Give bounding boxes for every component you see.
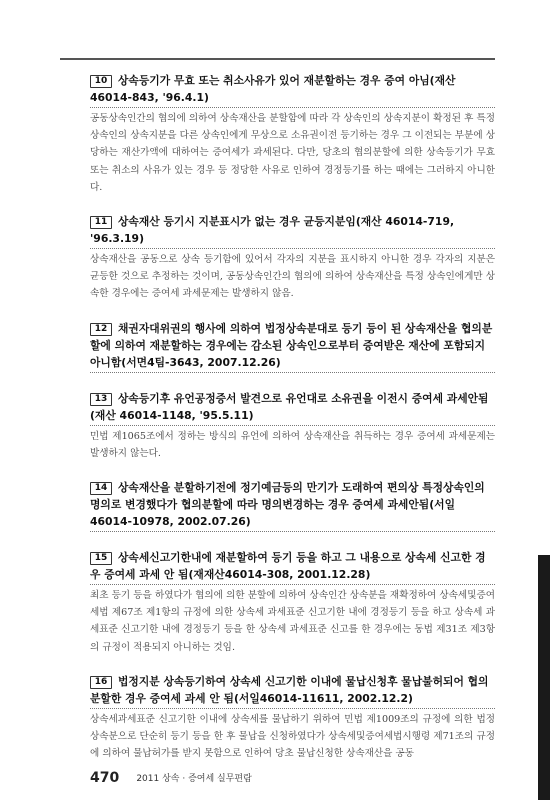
ruling-section [90, 673, 495, 763]
ruling-title: 상속등기후 유언공정증서 발견으로 유언대로 소유권을 이전시 증여세 과세안됨(재산 46014-1148, '95.5.11) [90, 391, 489, 422]
ruling-body: 최초 등기 등을 하였다가 협의에 의한 분할에 의하여 상속인간 상속분을 재확정하여 상속세및증여세법 제67조 제1항의 규정에 의한 상속세 과세표준 신고기한 내에 경정등기 등을 하고 상속세 과세표준 신고기한 내에 경정등기 등을 한 상속세 과세표준 신고를 한 경우에는 동법 제31조 제3항의 규정이 적용되지 아니하는 것임. [90, 590, 495, 653]
ruling-section [90, 390, 495, 462]
ruling-title: 상속등기가 무효 또는 취소사유가 있어 재분할하는 경우 증여 아님(재산46014-843, '96.4.1) [90, 74, 456, 104]
ruling-heading [90, 72, 495, 108]
ruling-number-badge: 12 [90, 323, 112, 336]
ruling-heading [90, 673, 495, 709]
ruling-section [90, 320, 495, 373]
ruling-title: 상속재산을 분할하기전에 정기예금등의 만기가 도래하여 편의상 특정상속인의 명의로 변경했다가 협의분할에 따라 명의변경하는 경우 증여세 과세안됨(서일46014-10978, 2002.07.26) [90, 481, 485, 529]
ruling-number-badge: 14 [90, 482, 112, 495]
ruling-body: 공동상속인간의 협의에 의하여 상속재산을 분할함에 따라 각 상속인의 상속지분이 확정된 후 특정상속인의 상속지분을 다른 상속인에게 무상으로 소유권이전 등기하는 경우 그 이전되는 부분에 상당하는 재산가액에 대하여는 증여세가 과세된다. 다만, 당초의 협의분할에 의한 상속등기가 무효 또는 취소의 사유가 있는 경우 등 정당한 사유로 인하여 경정등기를 하는 때에는 그러하지 아니한다. [90, 113, 495, 193]
ruling-body: 민법 제1065조에서 정하는 방식의 유언에 의하여 상속재산을 취득하는 경우 증여세 과세문제는 발생하지 않는다. [90, 430, 495, 459]
page-footer [90, 766, 252, 786]
ruling-number-badge: 11 [90, 216, 112, 229]
ruling-heading [90, 320, 495, 373]
ruling-heading [90, 549, 495, 585]
page-number: 470 [90, 770, 120, 786]
ruling-title: 법정지분 상속등기하여 상속세 신고기한 이내에 물납신청후 물납불허되어 협의분할한 경우 증여세 과세 안 됨(서일46014-11611, 2002.12.2) [90, 674, 489, 705]
ruling-heading [90, 479, 495, 532]
ruling-section [90, 213, 495, 303]
ruling-heading [90, 390, 495, 426]
ruling-section [90, 479, 495, 532]
ruling-body: 상속세과세표준 신고기한 이내에 상속세를 물납하기 위하여 민법 제1009조의 규정에 의한 법정상속분으로 단순히 등기 등을 한 후 물납을 신청하였다가 상속세및증여세법시행령 제71조의 규정에 의하여 물납허가를 받지 못함으로 인하여 당초 물납신청한 상속재산을 공동 [90, 713, 495, 760]
ruling-number-badge: 16 [90, 676, 112, 689]
ruling-section [90, 549, 495, 656]
ruling-title: 상속재산 등기시 지분표시가 없는 경우 균등지분임(재산 46014-719, '96.3.19) [90, 215, 455, 246]
ruling-title: 채권자대위권의 행사에 의하여 법정상속분대로 등기 등이 된 상속재산을 협의분할에 의하여 재분할하는 경우에는 감소된 상속인으로부터 증여받은 재산에 포함되지 아니함(서면4팀-3643, 2007.12.26) [90, 321, 493, 369]
book-title: 2011 상속 · 증여세 실무편람 [136, 774, 252, 784]
page-content [90, 72, 495, 779]
top-rule [60, 58, 495, 60]
ruling-number-badge: 13 [90, 393, 112, 406]
ruling-number-badge: 15 [90, 552, 112, 565]
ruling-number-badge: 10 [90, 75, 112, 88]
chapter-side-tab [538, 555, 550, 800]
ruling-body: 상속재산을 공동으로 상속 등기함에 있어서 각자의 지분을 표시하지 아니한 경우 각자의 지분은 균등한 것으로 추정하는 것이며, 공동상속인간의 협의에 의하여 상속재산을 특정 상속인에게만 상속한 경우에는 증여세 과세문제는 발생하지 않음. [90, 254, 495, 300]
ruling-heading [90, 213, 495, 249]
ruling-title: 상속세신고기한내에 재분할하여 등기 등을 하고 그 내용으로 상속세 신고한 경우 증여세 과세 안 됨(재재산46014-308, 2001.12.28) [90, 551, 486, 582]
ruling-section [90, 72, 495, 196]
